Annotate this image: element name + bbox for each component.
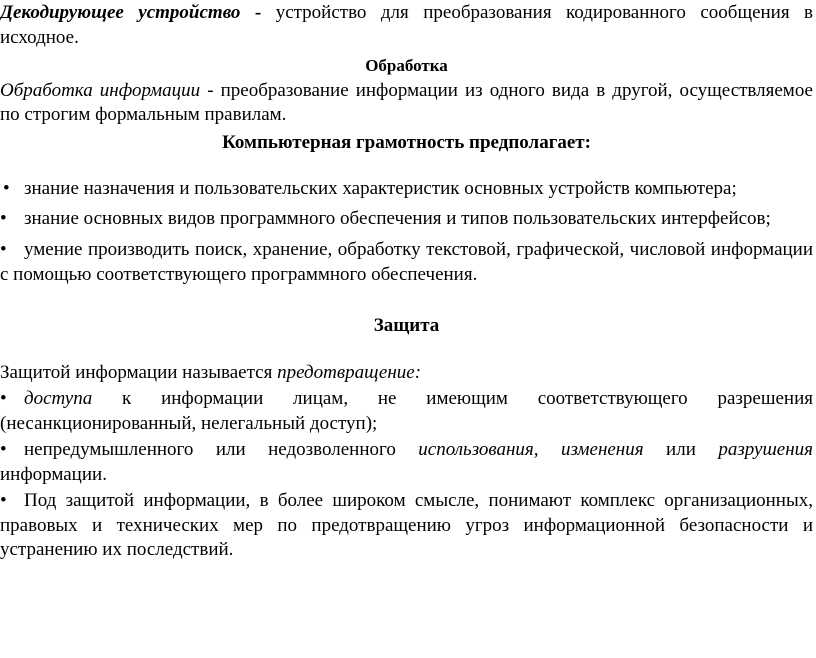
processing-dash: -: [200, 79, 221, 101]
literacy-item-2: [0, 207, 813, 232]
decoder-dash: -: [240, 2, 276, 23]
bullet-icon: •: [3, 178, 10, 199]
literacy-item-text: знание назначения и пользовательских характеристик основных устройств компьютера;: [24, 178, 737, 199]
decoder-text: устройство для преобразования кодированного сообщения в исходное.: [0, 2, 814, 48]
literacy-item-text: знание основных видов программного обеспечения и типов пользовательских интерфейсов;: [24, 207, 771, 229]
protection-item-2-start: непредумышленного или недозволенного: [24, 439, 419, 460]
protection-intro: [0, 361, 813, 386]
literacy-item-1: [0, 177, 813, 202]
processing-heading: Обработка: [365, 56, 448, 75]
decoder-definition: [0, 1, 813, 50]
bullet-icon: •: [0, 388, 7, 409]
processing-term: Обработка информации: [0, 79, 201, 101]
protection-item-1-text: к информации лицам, не имеющим соответствующего разрешения (несанкционированный, нелегальный доступ);: [0, 388, 813, 434]
bullet-icon: •: [0, 490, 7, 511]
literacy-item-3: [0, 238, 813, 287]
protection-item-2-italic-2: разрушения: [718, 439, 813, 460]
protection-item-2: [0, 438, 813, 487]
literacy-item-text: умение производить поиск, хранение, обработку текстовой, графической, числовой информации с помощью соответствующего программного обеспечения.: [0, 239, 813, 285]
literacy-heading: Компьютерная грамотность предполагает:: [222, 131, 591, 153]
bullet-icon: •: [0, 439, 7, 460]
protection-item-1: [0, 387, 813, 436]
protection-item-2-italic-1: использования, изменения: [418, 439, 644, 460]
bullet-icon: •: [0, 239, 7, 260]
bullet-icon: •: [0, 207, 7, 229]
protection-item-2-end: информации.: [0, 463, 107, 485]
protection-intro-italic: предотвращение:: [277, 361, 422, 383]
processing-definition: [0, 79, 813, 128]
protection-item-3-text: Под защитой информации, в более широком смысле, понимают комплекс организационных, правовых и технических мер по предотвращению угроз информационной безопасности и устранению их последствий.: [0, 490, 813, 560]
protection-heading: Защита: [373, 315, 440, 336]
processing-text: преобразование информации из одного вида в другой, осуществляемое по строгим формальным правилам.: [0, 79, 813, 125]
protection-item-2-mid: или: [643, 439, 719, 460]
decoder-term: Декодирующее устройство: [0, 2, 241, 23]
protection-item-1-italic: доступа: [24, 388, 93, 409]
protection-item-3: [0, 489, 813, 563]
protection-intro-text: Защитой информации называется: [0, 361, 278, 383]
